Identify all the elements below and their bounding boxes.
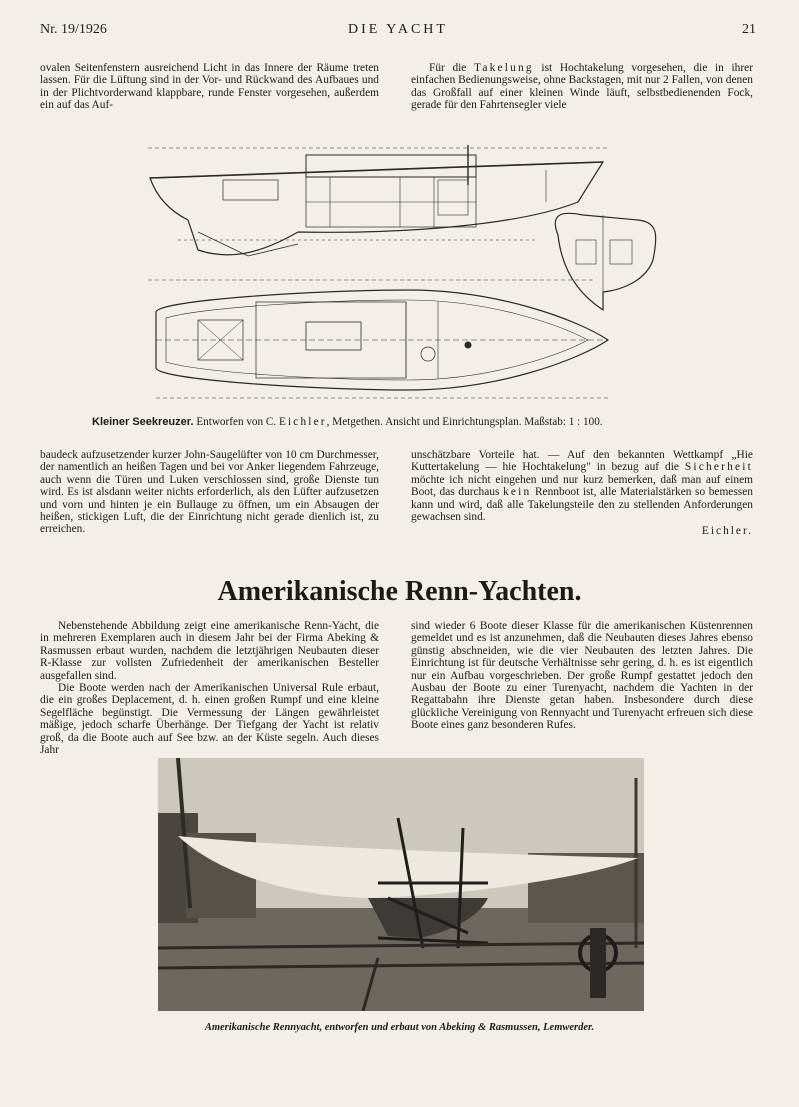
paragraph: [411, 62, 753, 112]
top-right-column: [411, 62, 753, 112]
paragraph: Nebenstehende Abbildung zeigt eine amerikanische Renn-Yacht, die in mehreren Exemplaren auch in diesem Jahr bei der Firma Abeking & Rasmussen erbaut wurden, nachdem die letztjährigen Neubauten dieser R-Klasse zur vollsten Zufriedenheit der amerikanischen Besteller ausgefallen sind.: [40, 620, 379, 682]
article-left-column: [40, 620, 379, 756]
yacht-photograph: [158, 758, 644, 1011]
paragraph: baudeck aufzusetzender kurzer John-Saugelüfter von 10 cm Durchmesser, der namentlich an heißen Tagen und bei vor Anker liegendem Fahrzeuge, auch wenn die Türen und Luken verschlossen sind, große Dienste tun wird. Es ist alsdann weiter nichts erforderlich, als den Lüfter aufzusetzen und vorn und hinten je ein Bullauge zu öffnen, um ein Absaugen der heißen, stickigen Luft, die der Einrichtung nicht gerade dienlich ist, zu erreichen.: [40, 449, 379, 536]
text-run: möchte ich nicht eingehen und nur kurz bemerken, daß man auf einem Boot, das durchaus: [411, 473, 753, 499]
spaced-word: Takelung: [473, 62, 534, 74]
paragraph: ovalen Seitenfenstern ausreichend Licht in das Innere der Räume treten lassen. Für die Lüftung sind in der Vor- und Rückwand des Aufbaues und in der Plichtvorderwand klappbare, runde Fenster vorgesehen, außerdem ein auf das Auf-: [40, 62, 379, 112]
text-run: , Metgethen. Ansicht und Einrichtungsplan. Maßstab: 1 : 100.: [326, 416, 603, 428]
running-header: [40, 22, 756, 44]
magazine-title: DIE YACHT: [348, 22, 448, 37]
text-run: Rennboot ist, alle Materialstärken so bemessen kann und wird, daß alle Takelungsteile den zu stellenden Anforderungen gewachsen sind.: [411, 486, 753, 524]
article-title: Amerikanische Renn-Yachten.: [217, 576, 582, 607]
paragraph: sind wieder 6 Boote dieser Klasse für die amerikanischen Küstenrennen gemeldet und es ist anzunehmen, daß die Neubauten dieses Jahres ebenso günstig abschneiden, wie die vier Neubauten des letzten Jahres. Die Einrichtung ist für deutsche Verhältnisse sehr gering, d. h. es ist eigentlich nur ein Aufbau vorgeschrieben. Der große Rumpf gestattet jedoch den Ausbau der Boote zu einer Turenyacht, nachdem die Yachten in der Regattabahn ihre Dienste getan haben. Insbesondere durch diese glückliche Vereinigung von Rennyacht und Turenyacht erfreuen sich diese Boote eines ganz besonderen Rufes.: [411, 620, 753, 732]
text-run: unschätzbare Vorteile hat. — Auf den bekannten Wettkampf „Hie Kuttertakelung — hie Hochtakelung" in bezug auf die: [411, 449, 753, 474]
caption-label: Kleiner Seekreuzer.: [92, 416, 194, 428]
paragraph: Die Boote werden nach der Amerikanischen Universal Rule erbaut, die ein großes Deplacement, d. h. einen großen Rumpf und eine kleine Segelfläche begünstigt. Die Vermessung der Längen gewährleistet mäßige, jedoch scharfe Überhänge. Der Tiefgang der Yacht ist relativ groß, da die Boote auch auf See bzw. an der Küste segeln. Auch dieses Jahr: [40, 682, 379, 757]
paragraph: [411, 449, 753, 523]
text-run: Entworfen von C.: [193, 416, 279, 428]
top-left-column: [40, 62, 379, 112]
article-right-column: [411, 620, 753, 732]
issue-number: Nr. 19/1926: [40, 22, 107, 37]
designer-name: Eichler: [278, 416, 327, 428]
mid-left-column: [40, 449, 379, 536]
author-signature: Eichler.: [701, 525, 753, 538]
text-run: ist Hochtakelung vorgesehen, die in ihrer einfachen Bedienungsweise, ohne Backstagen, mit nur 2 Fallen, von denen das Großfall auf einer kleinen Winde läuft, selbstbedienenden Fock, gerade für den Fahrtensegler viele: [411, 62, 753, 112]
photo-caption: Amerikanische Rennyacht, entworfen und erbaut von Abeking & Rasmussen, Lemwerder.: [204, 1022, 595, 1033]
yacht-plan-drawing: [138, 140, 668, 405]
spaced-word: kein: [502, 486, 532, 499]
text-run: Für die: [429, 62, 474, 74]
plan-caption: [92, 416, 603, 428]
page-number: 21: [742, 22, 756, 37]
spaced-word: Sicherheit: [684, 461, 753, 474]
mid-right-column: [411, 449, 753, 538]
